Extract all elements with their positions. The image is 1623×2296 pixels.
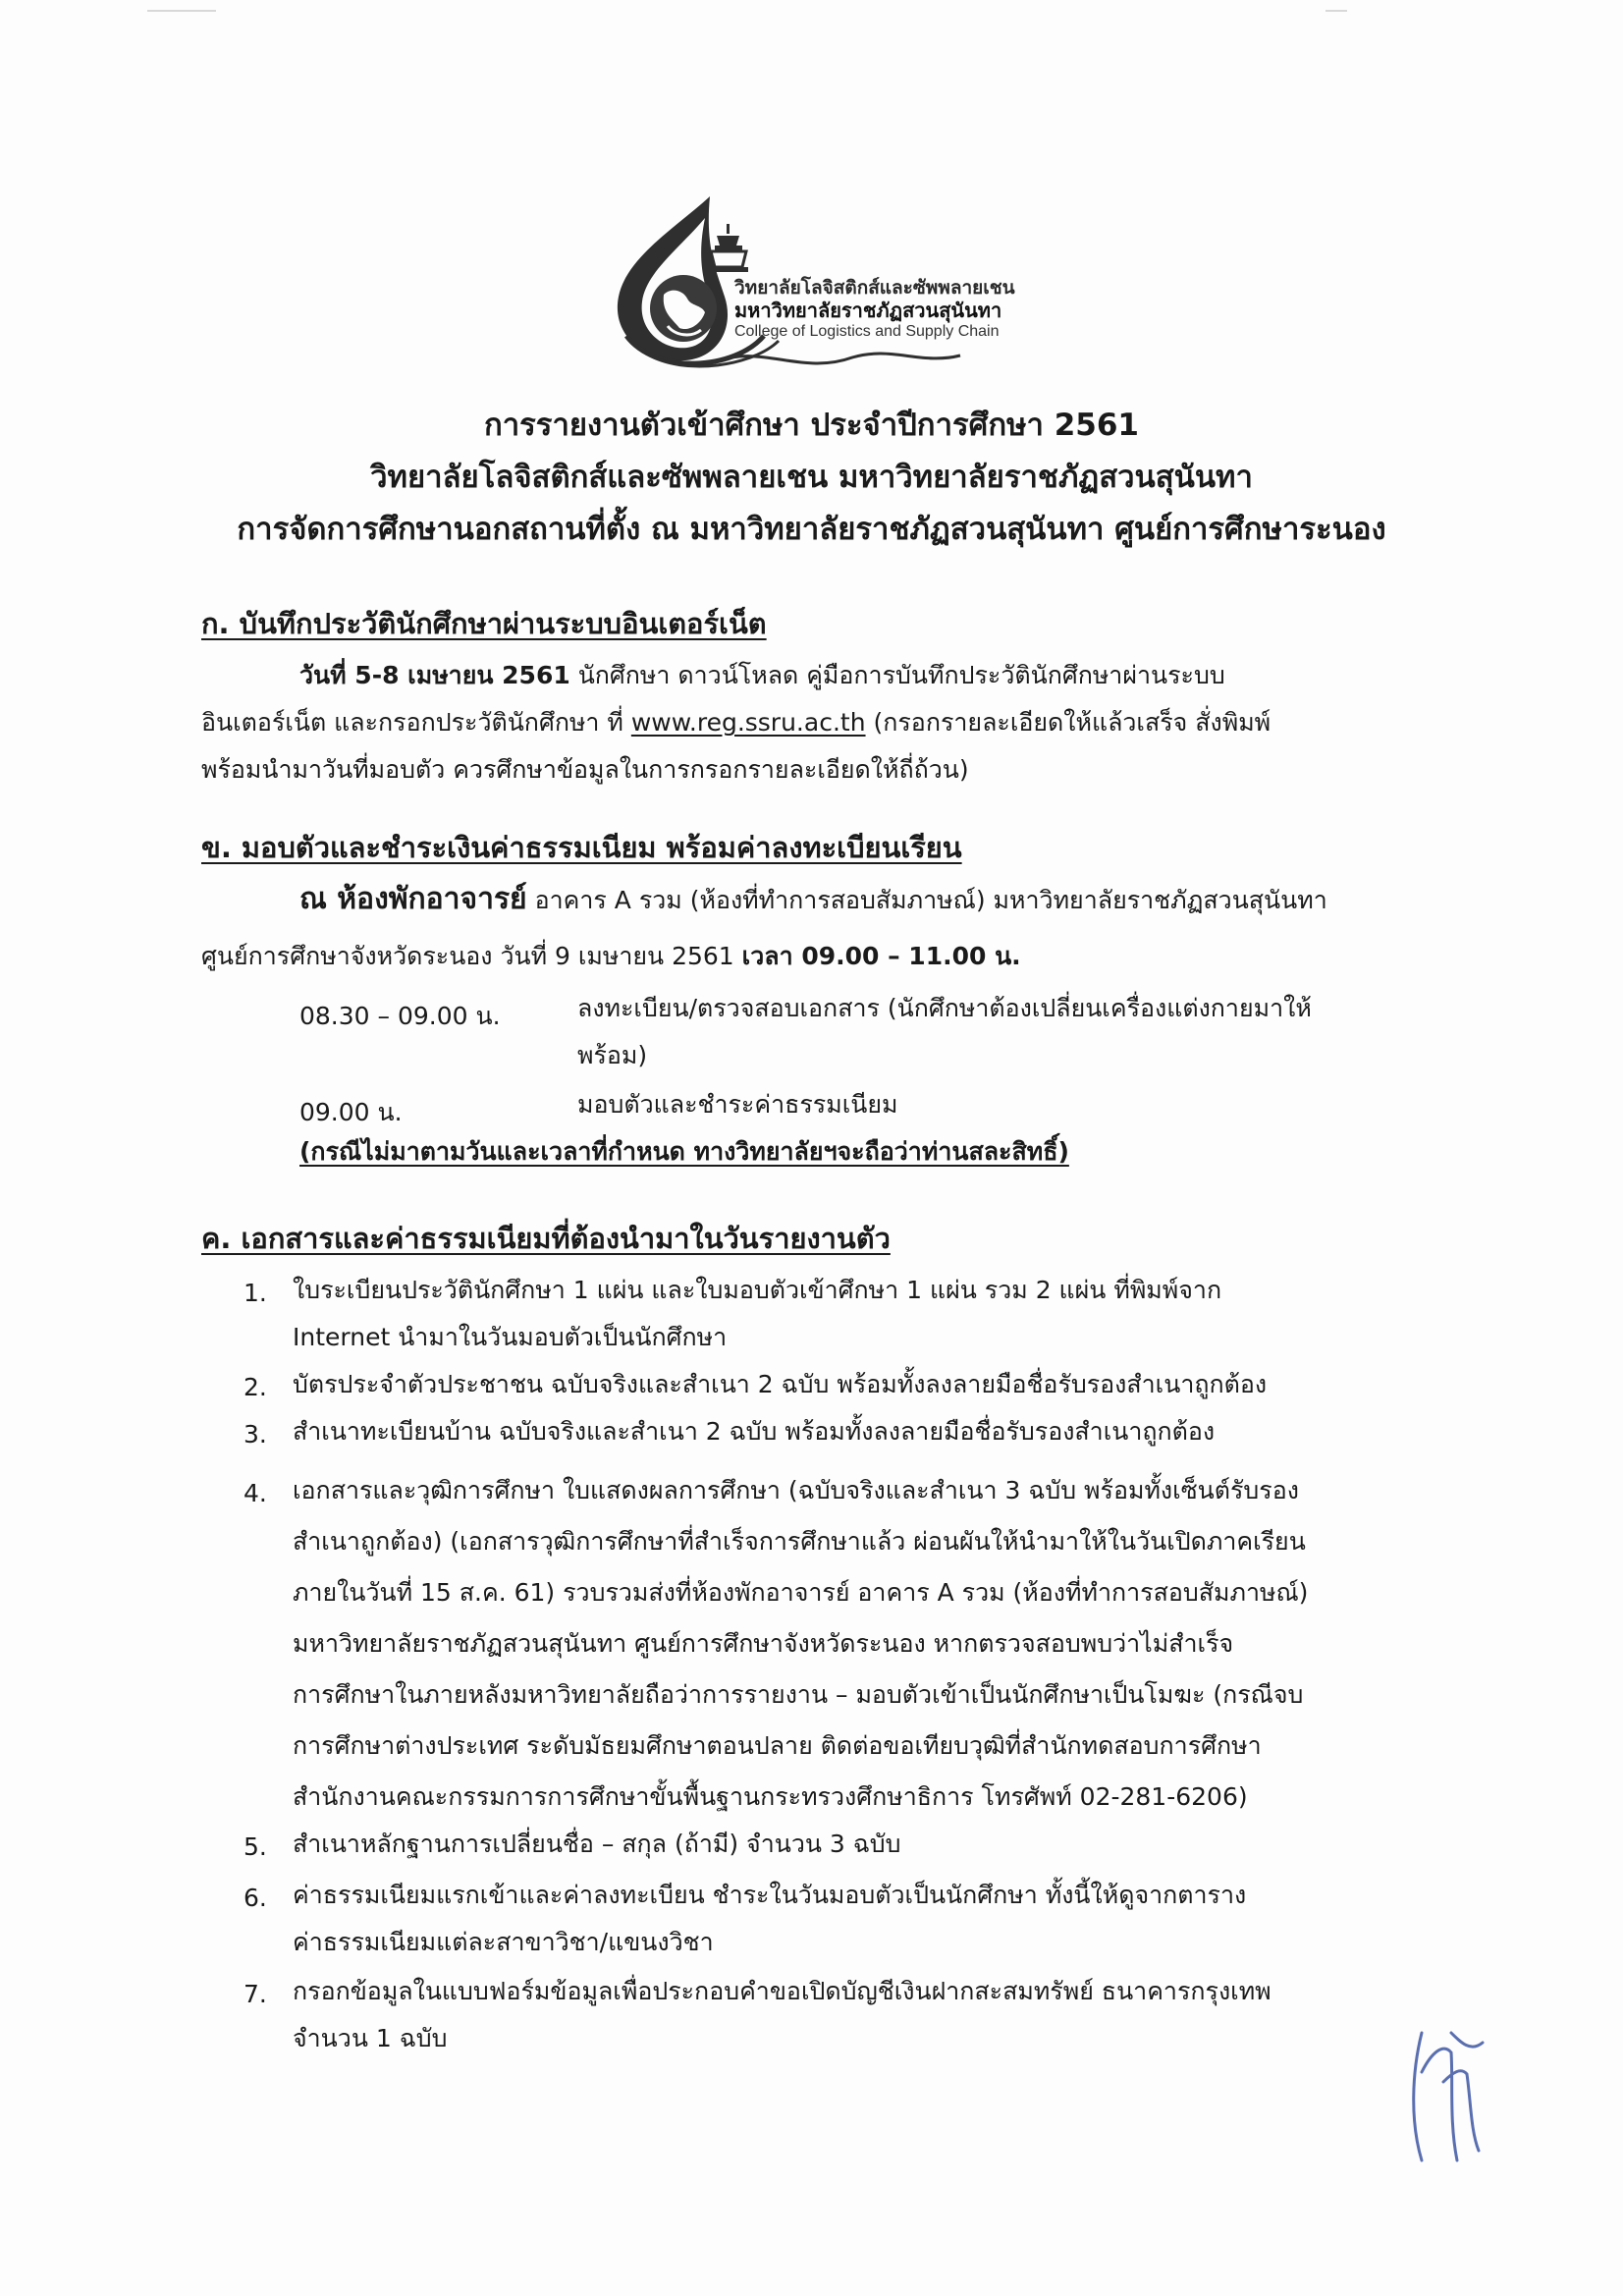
list-item-text: Internet นำมาในวันมอบตัวเป็นนักศึกษา	[293, 1323, 728, 1351]
section-a-line-1	[299, 652, 1225, 699]
section-b-line-1	[299, 876, 1327, 924]
scan-artifact	[147, 10, 216, 12]
section-a-heading: ก. บันทึกประวัตินักศึกษาผ่านระบบอินเตอร์เน็ต	[201, 607, 767, 640]
section-b-note: (กรณีไม่มาตามวันและเวลาที่กำหนด ทางวิทยาลัยฯจะถือว่าท่านสละสิทธิ์)	[299, 1137, 1069, 1166]
list-item-text: ค่าธรรมเนียมแรกเข้าและค่าลงทะเบียน ชำระในวันมอบตัวเป็นนักศึกษา ทั้งนี้ให้ดูจากตาราง	[293, 1881, 1247, 1909]
college-logo	[607, 189, 1058, 375]
list-item-text: กรอกข้อมูลในแบบฟอร์มข้อมูลเพื่อประกอบคำขอเปิดบัญชีเงินฝากสะสมทรัพย์ ธนาคารกรุงเทพ	[293, 1977, 1271, 2005]
section-a-line-2	[201, 699, 1271, 746]
list-item-number: 6.	[243, 1884, 267, 1912]
list-item-text: ภายในวันที่ 15 ส.ค. 61) รวบรวมส่งที่ห้องพักอาจารย์ อาคาร A รวม (ห้องที่ทำการสอบสัมภาษณ์)	[293, 1578, 1309, 1607]
list-item-number: 1.	[243, 1279, 267, 1307]
section-a-line-3: พร้อมนำมาวันที่มอบตัว ควรศึกษาข้อมูลในการกรอกรายละเอียดให้ถี่ถ้วน)	[201, 755, 969, 784]
section-a-line-1-text: นักศึกษา ดาวน์โหลด คู่มือการบันทึกประวัตินักศึกษาผ่านระบบ	[569, 661, 1225, 689]
section-a-line-2-post: (กรอกรายละเอียดให้แล้วเสร็จ สั่งพิมพ์	[865, 708, 1271, 737]
section-b-place: ณ ห้องพักอาจารย์	[299, 882, 527, 916]
schedule-time-1: 08.30 – 09.00 น.	[299, 1002, 501, 1030]
section-b-line-2-text: ศูนย์การศึกษาจังหวัดระนอง วันที่ 9 เมษายน 2561	[201, 942, 742, 970]
list-item-text: สำเนาหลักฐานการเปลี่ยนชื่อ – สกุล (ถ้ามี) จำนวน 3 ฉบับ	[293, 1830, 901, 1858]
schedule-time-2: 09.00 น.	[299, 1098, 403, 1126]
schedule-desc-1: ลงทะเบียน/ตรวจสอบเอกสาร (นักศึกษาต้องเปลี่ยนเครื่องแต่งกายมาให้	[577, 994, 1312, 1022]
list-item-text: เอกสารและวุฒิการศึกษา ใบแสดงผลการศึกษา (ฉบับจริงและสำเนา 3 ฉบับ พร้อมทั้งเซ็นต์รับรอง	[293, 1476, 1299, 1504]
logo-name-thai-1: วิทยาลัยโลจิสติกส์และซัพพลายเชน	[734, 277, 1015, 299]
list-item-number: 4.	[243, 1479, 267, 1507]
section-b-heading: ข. มอบตัวและชำระเงินค่าธรรมเนียม พร้อมค่าลงทะเบียนเรียน	[201, 831, 962, 864]
logo-name-thai-2: มหาวิทยาลัยราชภัฏสวนสุนันทา	[734, 299, 1002, 322]
schedule-desc-1-cont: พร้อม)	[577, 1041, 648, 1069]
list-item-number: 2.	[243, 1373, 267, 1401]
section-c-heading: ค. เอกสารและค่าธรรมเนียมที่ต้องนำมาในวันรายงานตัว	[201, 1222, 891, 1255]
section-a-line-2-pre: อินเตอร์เน็ต และกรอกประวัตินักศึกษา ที่	[201, 708, 631, 737]
page-subtitle-campus: การจัดการศึกษานอกสถานที่ตั้ง ณ มหาวิทยาลัยราชภัฏสวนสุนันทา ศูนย์การศึกษาระนอง	[237, 512, 1386, 547]
list-item-text: สำเนาทะเบียนบ้าน ฉบับจริงและสำเนา 2 ฉบับ พร้อมทั้งลงลายมือชื่อรับรองสำเนาถูกต้อง	[293, 1417, 1216, 1446]
list-item-text: บัตรประจำตัวประชาชน ฉบับจริงและสำเนา 2 ฉบับ พร้อมทั้งลงลายมือชื่อรับรองสำเนาถูกต้อง	[293, 1370, 1268, 1398]
list-item-number: 5.	[243, 1832, 267, 1861]
list-item-number: 3.	[243, 1420, 267, 1449]
list-item-text: สำเนาถูกต้อง) (เอกสารวุฒิการศึกษาที่สำเร็จการศึกษาแล้ว ผ่อนผันให้นำมาให้ในวันเปิดภาคเรียน	[293, 1527, 1306, 1556]
page-title: การรายงานตัวเข้าศึกษา ประจำปีการศึกษา 2561	[483, 408, 1139, 443]
list-item-text: มหาวิทยาลัยราชภัฏสวนสุนันทา ศูนย์การศึกษาจังหวัดระนอง หากตรวจสอบพบว่าไม่สำเร็จ	[293, 1629, 1234, 1658]
section-b-line-1-text: อาคาร A รวม (ห้องที่ทำการสอบสัมภาษณ์) มหาวิทยาลัยราชภัฏสวนสุนันทา	[526, 886, 1327, 914]
list-item-text: การศึกษาในภายหลังมหาวิทยาลัยถือว่าการรายงาน – มอบตัวเข้าเป็นนักศึกษาเป็นโมฆะ (กรณีจบ	[293, 1680, 1304, 1709]
list-item-text: จำนวน 1 ฉบับ	[293, 2024, 448, 2052]
section-b-time: เวลา 09.00 – 11.00 น.	[741, 942, 1021, 970]
schedule-desc-2: มอบตัวและชำระค่าธรรมเนียม	[577, 1090, 898, 1119]
section-b-line-2	[201, 933, 1021, 980]
section-a-date: วันที่ 5-8 เมษายน 2561	[299, 661, 570, 689]
registration-link[interactable]: www.reg.ssru.ac.th	[630, 708, 866, 737]
logo-name-english: College of Logistics and Supply Chain	[734, 323, 1000, 340]
list-item-text: ค่าธรรมเนียมแต่ละสาขาวิชา/แขนงวิชา	[293, 1928, 714, 1956]
scan-artifact	[1325, 10, 1347, 12]
list-item-text: สำนักงานคณะกรรมการการศึกษาขั้นพื้นฐานกระทรวงศึกษาธิการ โทรศัพท์ 02-281-6206)	[293, 1782, 1248, 1811]
list-item-number: 7.	[243, 1980, 267, 2008]
handwritten-signature-icon	[1392, 2013, 1490, 2170]
list-item-text: การศึกษาต่างประเทศ ระดับมัธยมศึกษาตอนปลาย ติดต่อขอเทียบวุฒิที่สำนักทดสอบการศึกษา	[293, 1731, 1262, 1760]
list-item-text: ใบระเบียนประวัตินักศึกษา 1 แผ่น และใบมอบตัวเข้าศึกษา 1 แผ่น รวม 2 แผ่น ที่พิมพ์จาก	[293, 1276, 1222, 1304]
page-subtitle-college: วิทยาลัยโลจิสติกส์และซัพพลายเชน มหาวิทยาลัยราชภัฏสวนสุนันทา	[370, 460, 1253, 495]
